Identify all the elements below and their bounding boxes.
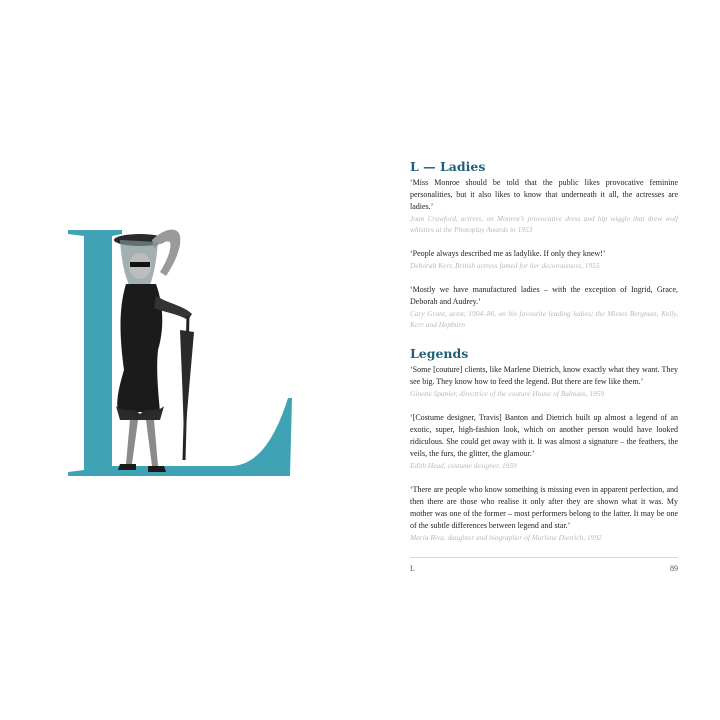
footer-section-letter: L — [410, 564, 415, 573]
quote-attribution: Joan Crawford, actress, on Monroe’s provocative dress and hip wiggle that drew wolf whistles at the Photoplay Awards in 1953 — [410, 214, 678, 234]
section-legends — [410, 347, 678, 543]
figure-silhouette — [114, 230, 194, 472]
section-ladies — [410, 160, 678, 330]
right-page-text — [410, 160, 678, 556]
page-footer — [410, 557, 678, 573]
quote-text: ‘There are people who know something is missing even in apparent perfection, and then there are those who realise it only after they are shown what it was. My mother was one of the former – most performers belong to the latter. It may be one of the subtle differences between legend and star.’ — [410, 485, 678, 530]
quote-attribution: Cary Grant, actor, 1904–86, on his favourite leading ladies; the Misses Bergman, Kelly, Kerr and Hepburn — [410, 309, 678, 329]
quote-attribution: Maria Riva, daughter and biographer of Marlene Dietrich, 1992 — [410, 533, 602, 542]
quote-text: ‘Some [couture] clients, like Marlene Dietrich, know exactly what they want. They see big. They know how to feed the legend. But there are few like them.’ — [410, 365, 678, 386]
quote-text: ‘Mostly we have manufactured ladies – with the exception of Ingrid, Grace, Deborah and Audrey.’ — [410, 285, 678, 306]
quote-text: ‘[Costume designer, Travis] Banton and Dietrich built up almost a legend of an exotic, super, high-fashion look, which on another person would have looked ridiculous. She could get away with it. It was almost a signature – the feathers, the veils, the furs, the glitter, the glamour.’ — [410, 413, 678, 458]
quote-text: ‘Miss Monroe should be told that the public likes provocative feminine personalities, but it also likes to know that underneath it all, the actresses are ladies.’ — [410, 178, 678, 211]
quote-text: ‘People always described me as ladylike. If only they knew!’ — [410, 249, 606, 258]
quote-attribution: Ginette Spanier, directrice of the couture House of Balmain, 1959 — [410, 389, 605, 398]
letter-l-illustration — [60, 220, 300, 490]
quote-attribution: Edith Head, costume designer, 1959 — [410, 461, 517, 470]
page-number: 89 — [670, 564, 678, 573]
section-title: L — Ladies — [410, 159, 486, 174]
letter-l-shape — [68, 230, 292, 476]
section-title: Legends — [410, 346, 469, 361]
quote-attribution: Deborah Kerr, British actress famed for her decorousness, 1955 — [410, 261, 600, 270]
